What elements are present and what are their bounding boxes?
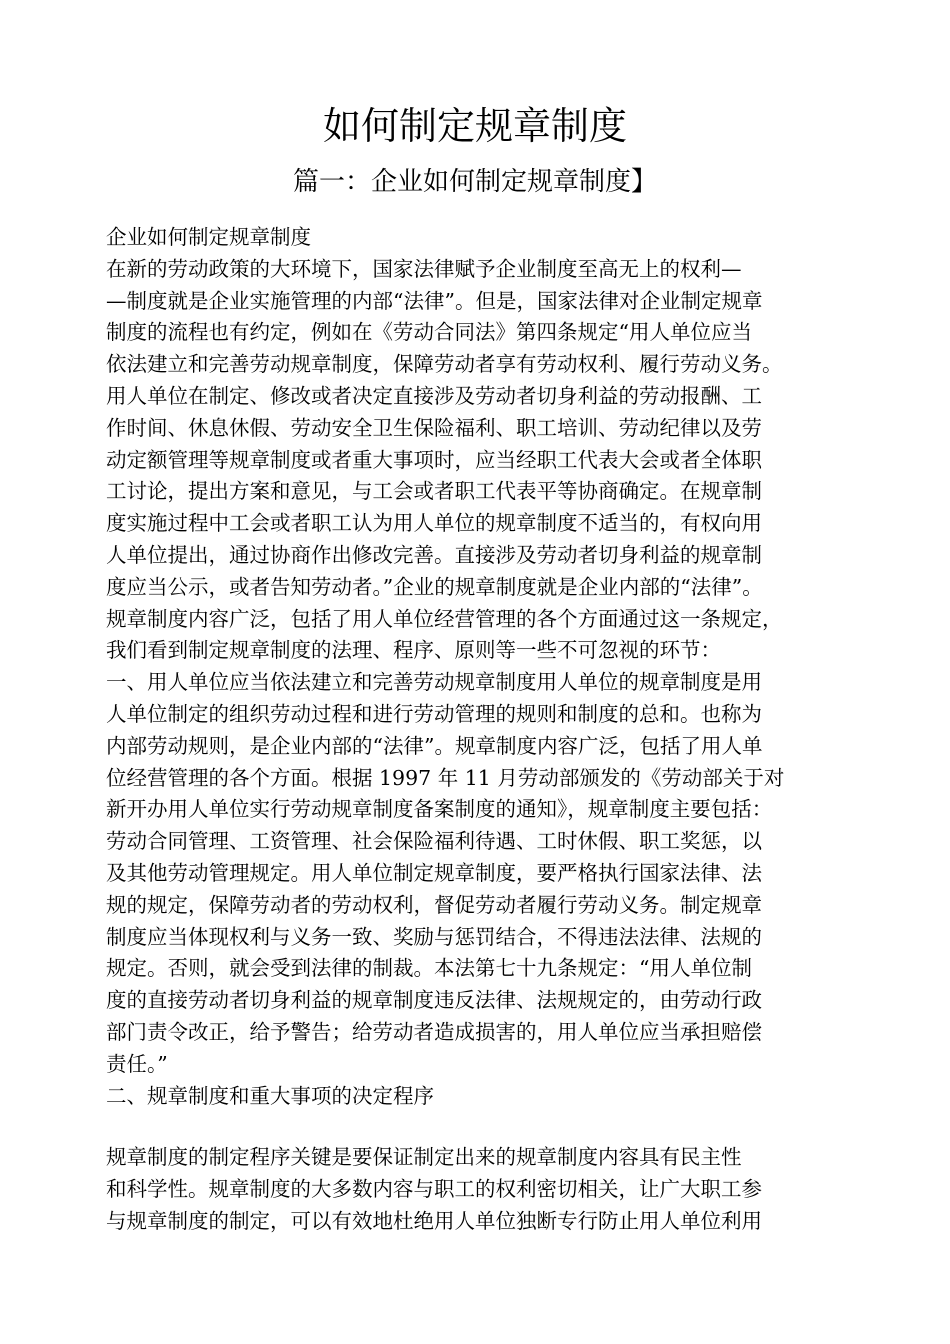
- body-section-1: [106, 222, 876, 1112]
- body-line: 度实施过程中工会或者职工认为用人单位的规章制度不适当的，有权向用: [106, 511, 762, 536]
- body-line: 一、用人单位应当依法建立和完善劳动规章制度用人单位的规章制度是用: [106, 670, 762, 695]
- body-line: 工讨论，提出方案和意见，与工会或者职工代表平等协商确定。在规章制: [106, 479, 762, 504]
- body-line: 企业如何制定规章制度: [106, 225, 311, 249]
- body-line: 新开办用人单位实行劳动规章制度备案制度的通知》，规章制度主要包括：: [106, 797, 773, 822]
- body-line: 规章制度内容广泛，包括了用人单位经营管理的各个方面通过这一条规定，: [106, 606, 783, 631]
- body-line: 用人单位在制定、修改或者决定直接涉及劳动者切身利益的劳动报酬、工: [106, 383, 762, 408]
- body-line: 我们看到制定规章制度的法理、程序、原则等一些不可忽视的环节：: [106, 638, 721, 663]
- body-line: 位经营管理的各个方面。根据 1997 年 11 月劳动部颁发的《劳动部关于对: [106, 765, 785, 790]
- paragraph-gap: [106, 1112, 876, 1142]
- body-line: 作时间、休息休假、劳动安全卫生保险福利、职工培训、劳动纪律以及劳: [106, 415, 762, 440]
- body-line: 度的直接劳动者切身利益的规章制度违反法律、法规规定的，由劳动行政: [106, 988, 762, 1013]
- document-title: 如何制定规章制度: [322, 104, 627, 148]
- body-line: 依法建立和完善劳动规章制度，保障劳动者享有劳动权利、履行劳动义务。: [106, 352, 783, 377]
- body-line: 规章制度的制定程序关键是要保证制定出来的规章制度内容具有民主性: [106, 1145, 742, 1170]
- body-line: 和科学性。规章制度的大多数内容与职工的权利密切相关，让广大职工参: [106, 1177, 762, 1202]
- body-line: 在新的劳动政策的大环境下，国家法律赋予企业制度至高无上的权利—: [106, 256, 742, 281]
- body-line: 二、规章制度和重大事项的决定程序: [106, 1083, 434, 1108]
- body-line: 与规章制度的制定，可以有效地杜绝用人单位独断专行防止用人单位利用: [106, 1208, 762, 1233]
- body-line: 及其他劳动管理规定。用人单位制定规章制度，要严格执行国家法律、法: [106, 860, 762, 885]
- document-body: [106, 222, 876, 1238]
- body-section-2: [106, 1142, 876, 1237]
- body-line: 责任。”: [106, 1051, 168, 1076]
- body-line: 度应当公示，或者告知劳动者。”企业的规章制度就是企业内部的“法律”。: [106, 574, 763, 599]
- body-line: —制度就是企业实施管理的内部“法律”。但是，国家法律对企业制定规章: [106, 288, 763, 313]
- body-line: 劳动合同管理、工资管理、社会保险福利待遇、工时休假、职工奖惩，以: [106, 829, 762, 854]
- body-line: 制度的流程也有约定，例如在《劳动合同法》第四条规定“用人单位应当: [106, 320, 752, 345]
- document-subtitle: 篇一：企业如何制定规章制度】: [292, 167, 657, 197]
- body-line: 人单位提出，通过协商作出修改完善。直接涉及劳动者切身利益的规章制: [106, 542, 762, 567]
- body-line: 动定额管理等规章制度或者重大事项时，应当经职工代表大会或者全体职: [106, 447, 762, 472]
- body-line: 规定。否则，就会受到法律的制裁。本法第七十九条规定：“用人单位制: [106, 956, 752, 981]
- body-line: 规的规定，保障劳动者的劳动权利，督促劳动者履行劳动义务。制定规章: [106, 892, 762, 917]
- body-line: 制度应当体现权利与义务一致、奖励与惩罚结合，不得违法法律、法规的: [106, 924, 762, 949]
- body-line: 内部劳动规则，是企业内部的“法律”。规章制度内容广泛，包括了用人单: [106, 733, 763, 758]
- body-line: 人单位制定的组织劳动过程和进行劳动管理的规则和制度的总和。也称为: [106, 701, 762, 726]
- body-line: 部门责令改正，给予警告；给劳动者造成损害的，用人单位应当承担赔偿: [106, 1019, 762, 1044]
